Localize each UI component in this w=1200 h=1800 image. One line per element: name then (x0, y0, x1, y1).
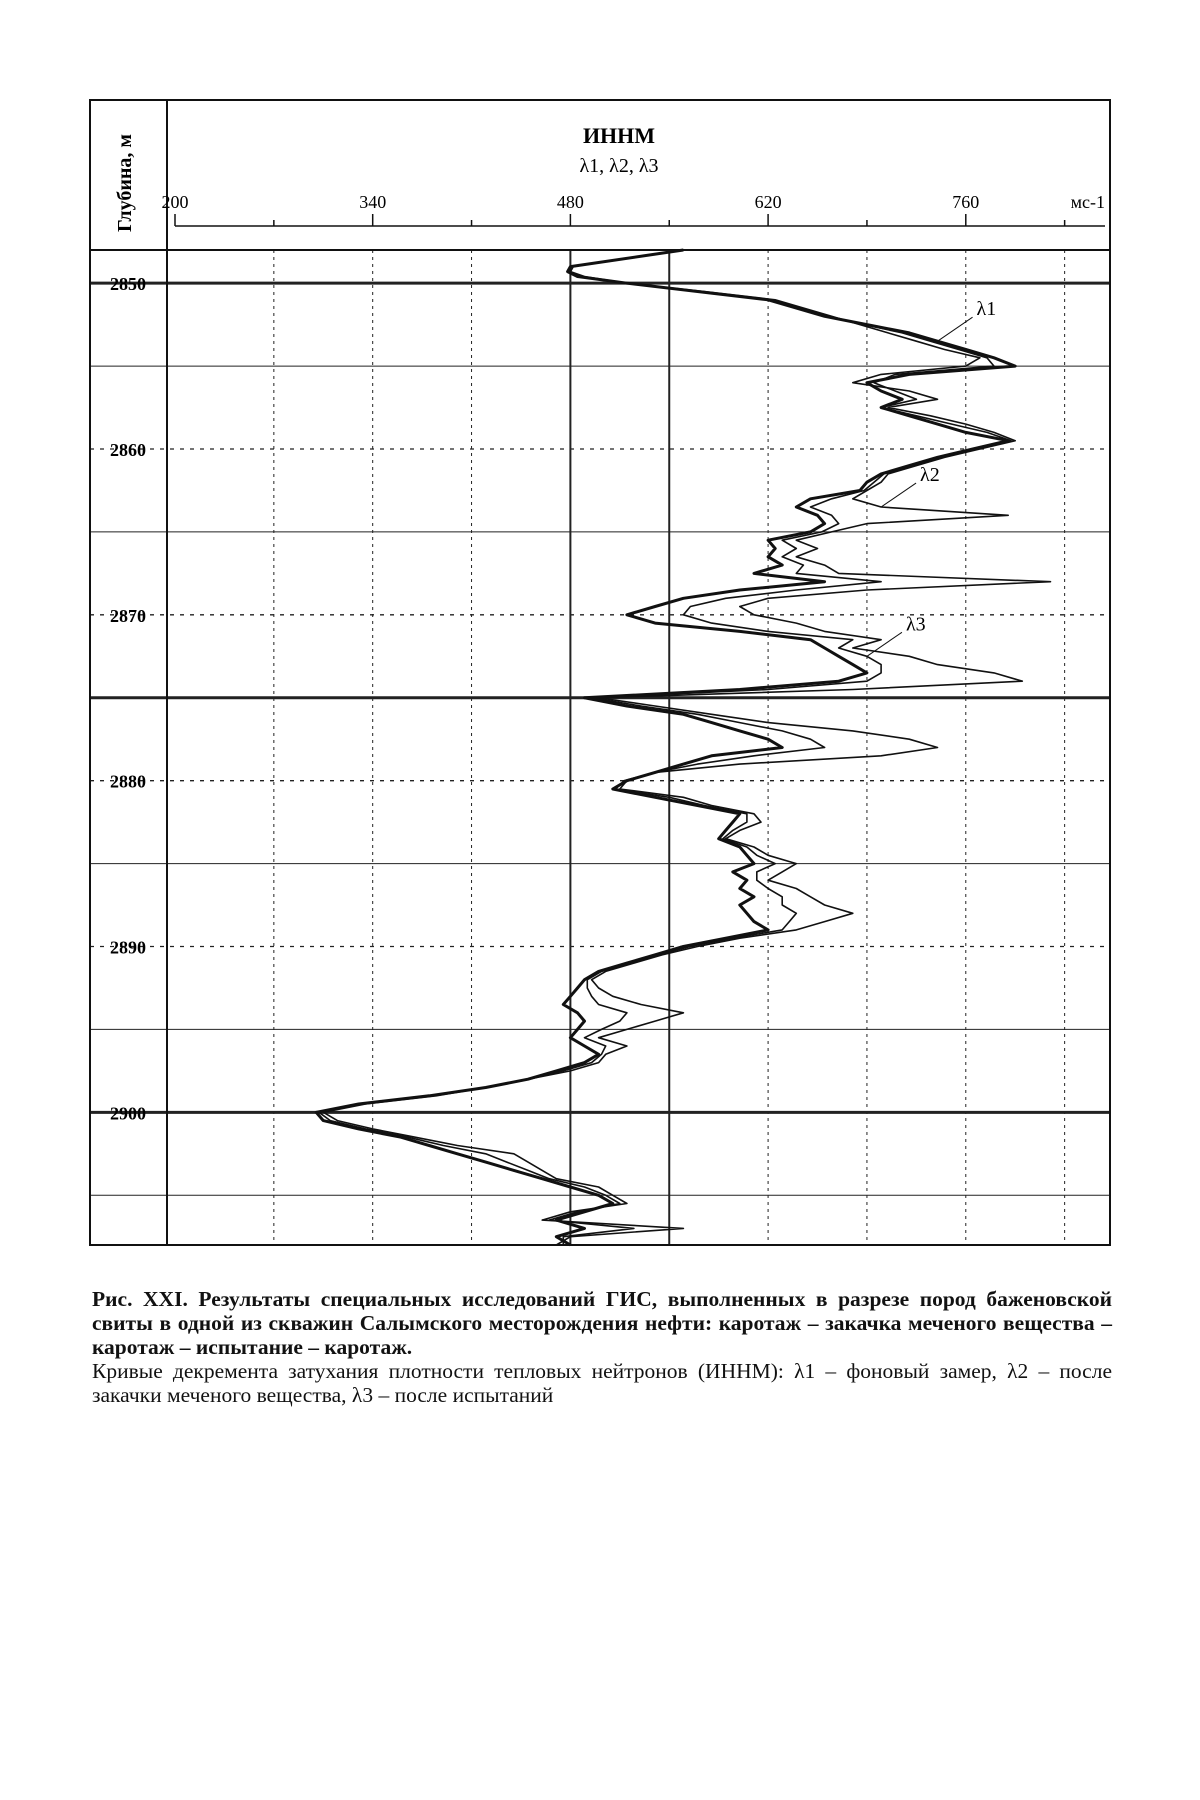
caption-legend: Кривые декремента затухания плотности тепловых нейтронов (ИННМ): λ1 – фоновый замер, λ2 – после закачки меченого вещества, λ3 – после испытаний (92, 1359, 1112, 1407)
series-leader-2 (881, 483, 916, 507)
chart-title: ИННМ (582, 123, 656, 148)
x-tick-label: 200 (161, 192, 189, 212)
series-leader-1 (938, 317, 973, 341)
chart-subtitle: λ1, λ2, λ3 (579, 155, 659, 177)
x-tick-label: 340 (359, 192, 387, 212)
figure-caption (92, 1287, 1112, 1407)
x-tick-label: 480 (556, 192, 584, 212)
y-tick-label: 2870 (110, 605, 146, 626)
plot-grid (90, 250, 1110, 1245)
caption-title: Рис. XXI. Результаты специальных исследований ГИС, выполненных в разрезе пород баженовской свиты в одной из скважин Салымского месторождения нефти: каротаж – закачка меченого вещества – каротаж – испытание – каротаж. (92, 1287, 1112, 1359)
chart-frame (90, 100, 1110, 1245)
x-tick-label: 620 (754, 192, 782, 212)
curves (316, 250, 1050, 1245)
y-tick-label: 2860 (110, 440, 146, 460)
y-tick-label: 2850 (110, 274, 146, 295)
axis-ticks (110, 192, 1105, 1123)
y-tick-label: 2880 (110, 771, 146, 792)
outer-border (90, 100, 1110, 1245)
y-tick-label: 2890 (110, 937, 146, 958)
series-label-3: λ3 (905, 613, 926, 636)
series-label-2: λ2 (920, 464, 940, 487)
y-tick-label: 2900 (110, 1103, 146, 1124)
x-unit-label: мс-1 (1070, 192, 1105, 212)
series-line-1 (316, 250, 1015, 1245)
series-label-1: λ1 (976, 298, 997, 321)
ylabel: Глубина, м (114, 133, 136, 233)
labels (114, 123, 1105, 232)
x-tick-label: 760 (952, 192, 980, 212)
